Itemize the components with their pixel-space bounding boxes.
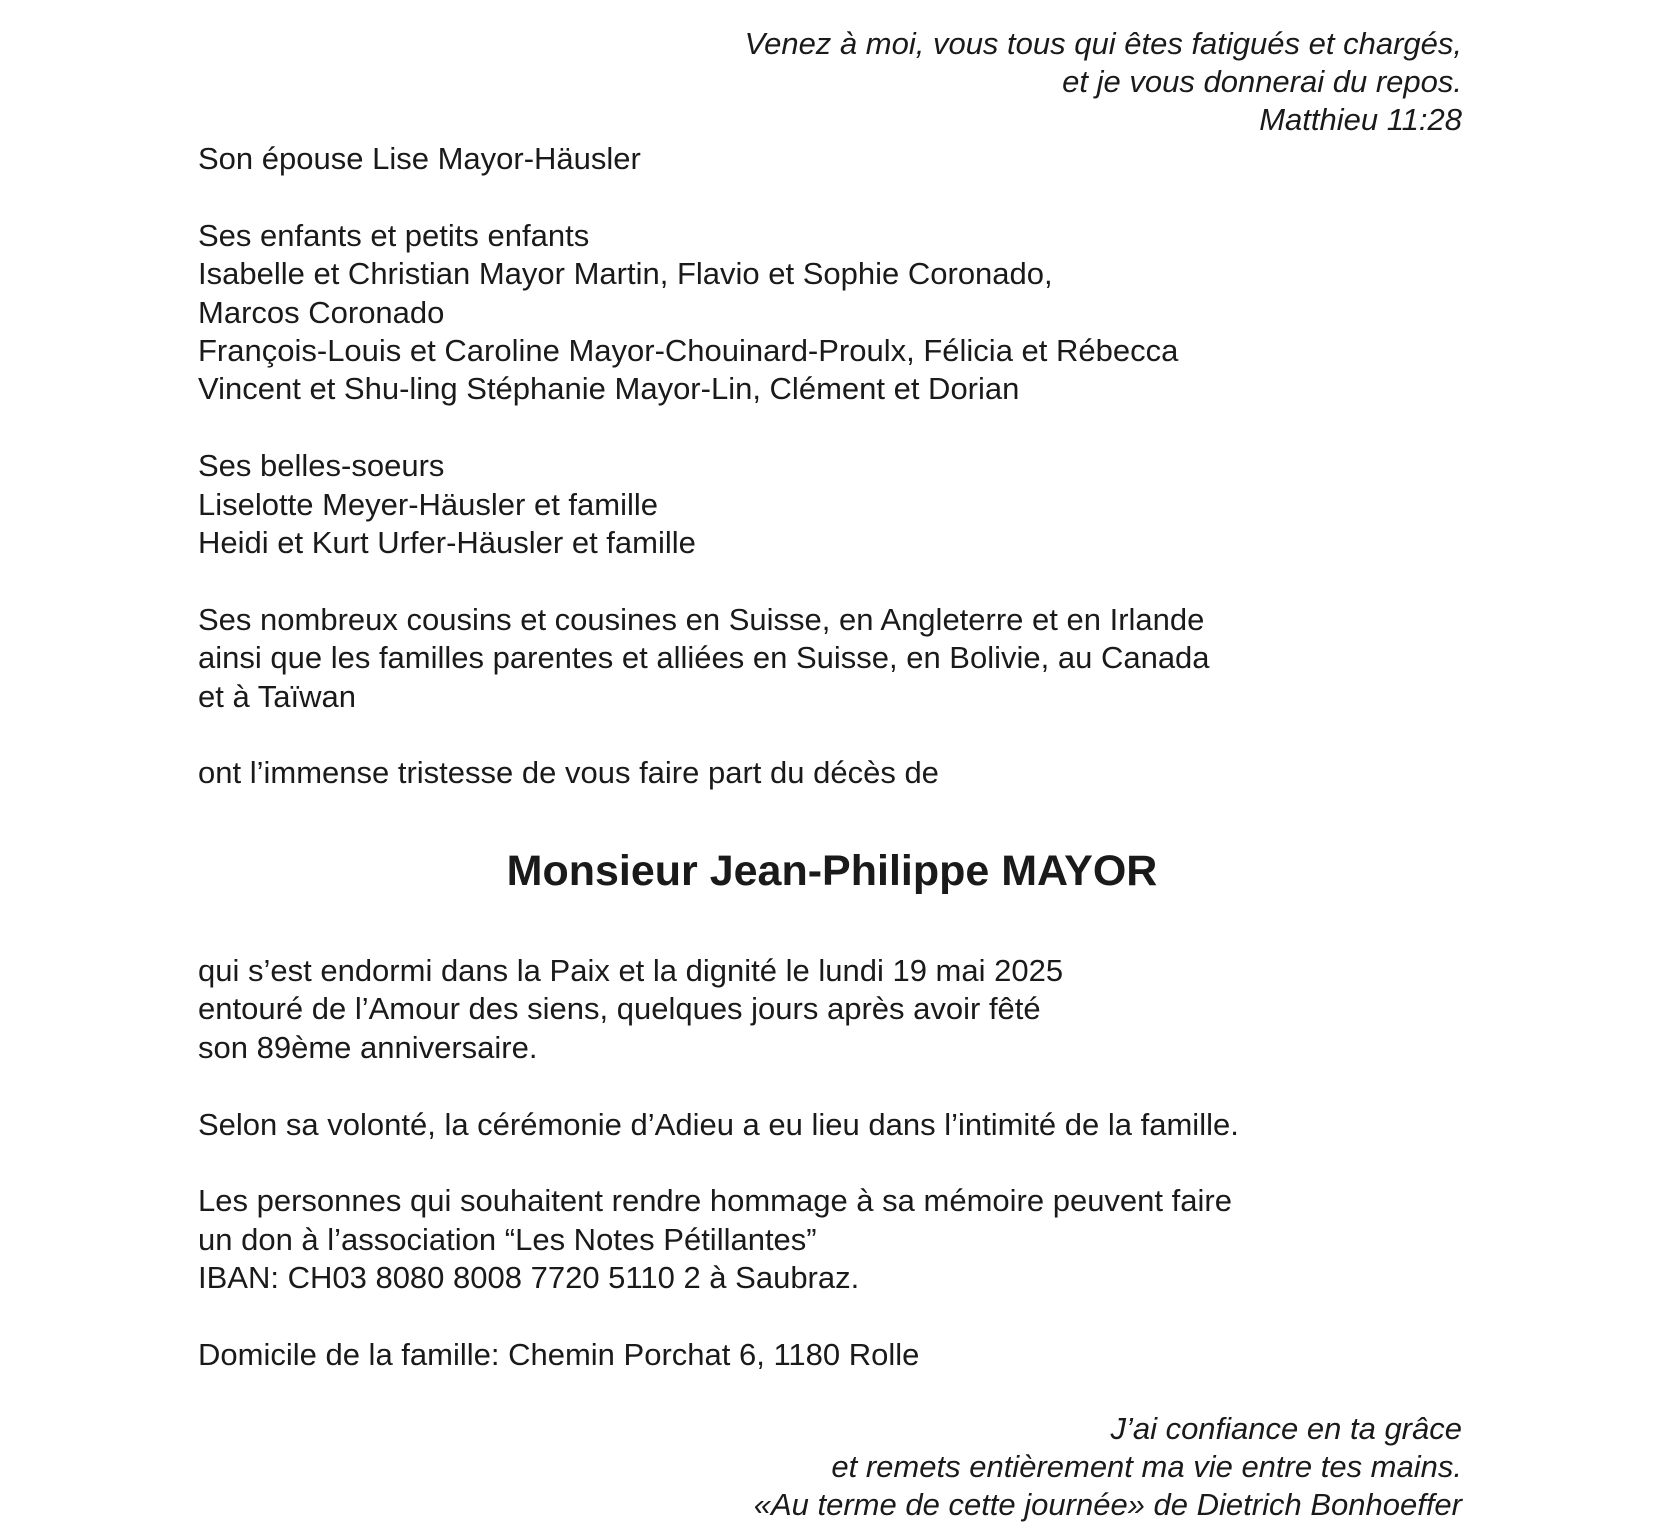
quote-line: Venez à moi, vous tous qui êtes fatigués et chargés, [744,26,1462,61]
passing-line: entouré de l’Amour des siens, quelques jours après avoir fêté [198,991,1041,1027]
passing-line: son 89ème anniversaire. [198,1029,538,1065]
quote-line: et remets entièrement ma vie entre tes mains. [831,1449,1462,1484]
sister-in-law-line: Heidi et Kurt Urfer-Häusler et famille [198,525,696,561]
quote-line: J’ai confiance en ta grâce [1110,1411,1462,1446]
quote-reference: Matthieu 11:28 [1259,102,1462,137]
quote-line: et je vous donnerai du repos. [1062,64,1462,99]
ceremony-line: Selon sa volonté, la cérémonie d’Adieu a eu lieu dans l’intimité de la famille. [198,1106,1239,1142]
children-line: Marcos Coronado [198,294,445,330]
blank-line [198,562,1478,600]
blank-line [198,1298,1478,1336]
sisters-in-law-heading: Ses belles-soeurs [198,448,445,484]
donation-line: Les personnes qui souhaitent rendre hommage à sa mémoire peuvent faire [198,1183,1232,1219]
children-heading: Ses enfants et petits enfants [198,217,590,253]
children-line: Vincent et Shu-ling Stéphanie Mayor-Lin, Clément et Dorian [198,371,1020,407]
passing-line: qui s’est endormi dans la Paix et la dignité le lundi 19 mai 2025 [198,953,1064,988]
blank-line [198,1067,1478,1105]
cousins-line: et à Taïwan [198,678,356,714]
family-section [198,140,1478,793]
closing-quote [362,1410,1462,1524]
announcement-line: ont l’immense tristesse de vous faire part du décès de [198,755,939,791]
children-line: François-Louis et Caroline Mayor-Chouinard-Proulx, Félicia et Rébecca [198,333,1179,369]
iban-line: IBAN: CH03 8080 8008 7720 5110 2 à Saubraz. [198,1260,860,1296]
sister-in-law-line: Liselotte Meyer-Häusler et famille [198,486,659,522]
blank-line [198,716,1478,754]
blank-line [198,409,1478,447]
blank-line [198,1144,1478,1182]
spouse-line: Son épouse Lise Mayor-Häusler [198,141,641,176]
quote-reference: «Au terme de cette journée» de Dietrich Bonhoeffer [753,1487,1462,1522]
cousins-line: Ses nombreux cousins et cousines en Suisse, en Angleterre et en Irlande [198,601,1205,637]
donation-line: un don à l’association “Les Notes Pétillantes” [198,1221,817,1257]
details-section [198,952,1478,1374]
children-line: Isabelle et Christian Mayor Martin, Flavio et Sophie Coronado, [198,256,1053,292]
deceased-name: Monsieur Jean-Philippe MAYOR [506,847,1158,895]
blank-line [198,178,1478,216]
cousins-line: ainsi que les familles parentes et alliées en Suisse, en Bolivie, au Canada [198,640,1210,676]
address-line: Domicile de la famille: Chemin Porchat 6, 1180 Rolle [198,1337,920,1373]
opening-bible-quote [362,25,1462,139]
